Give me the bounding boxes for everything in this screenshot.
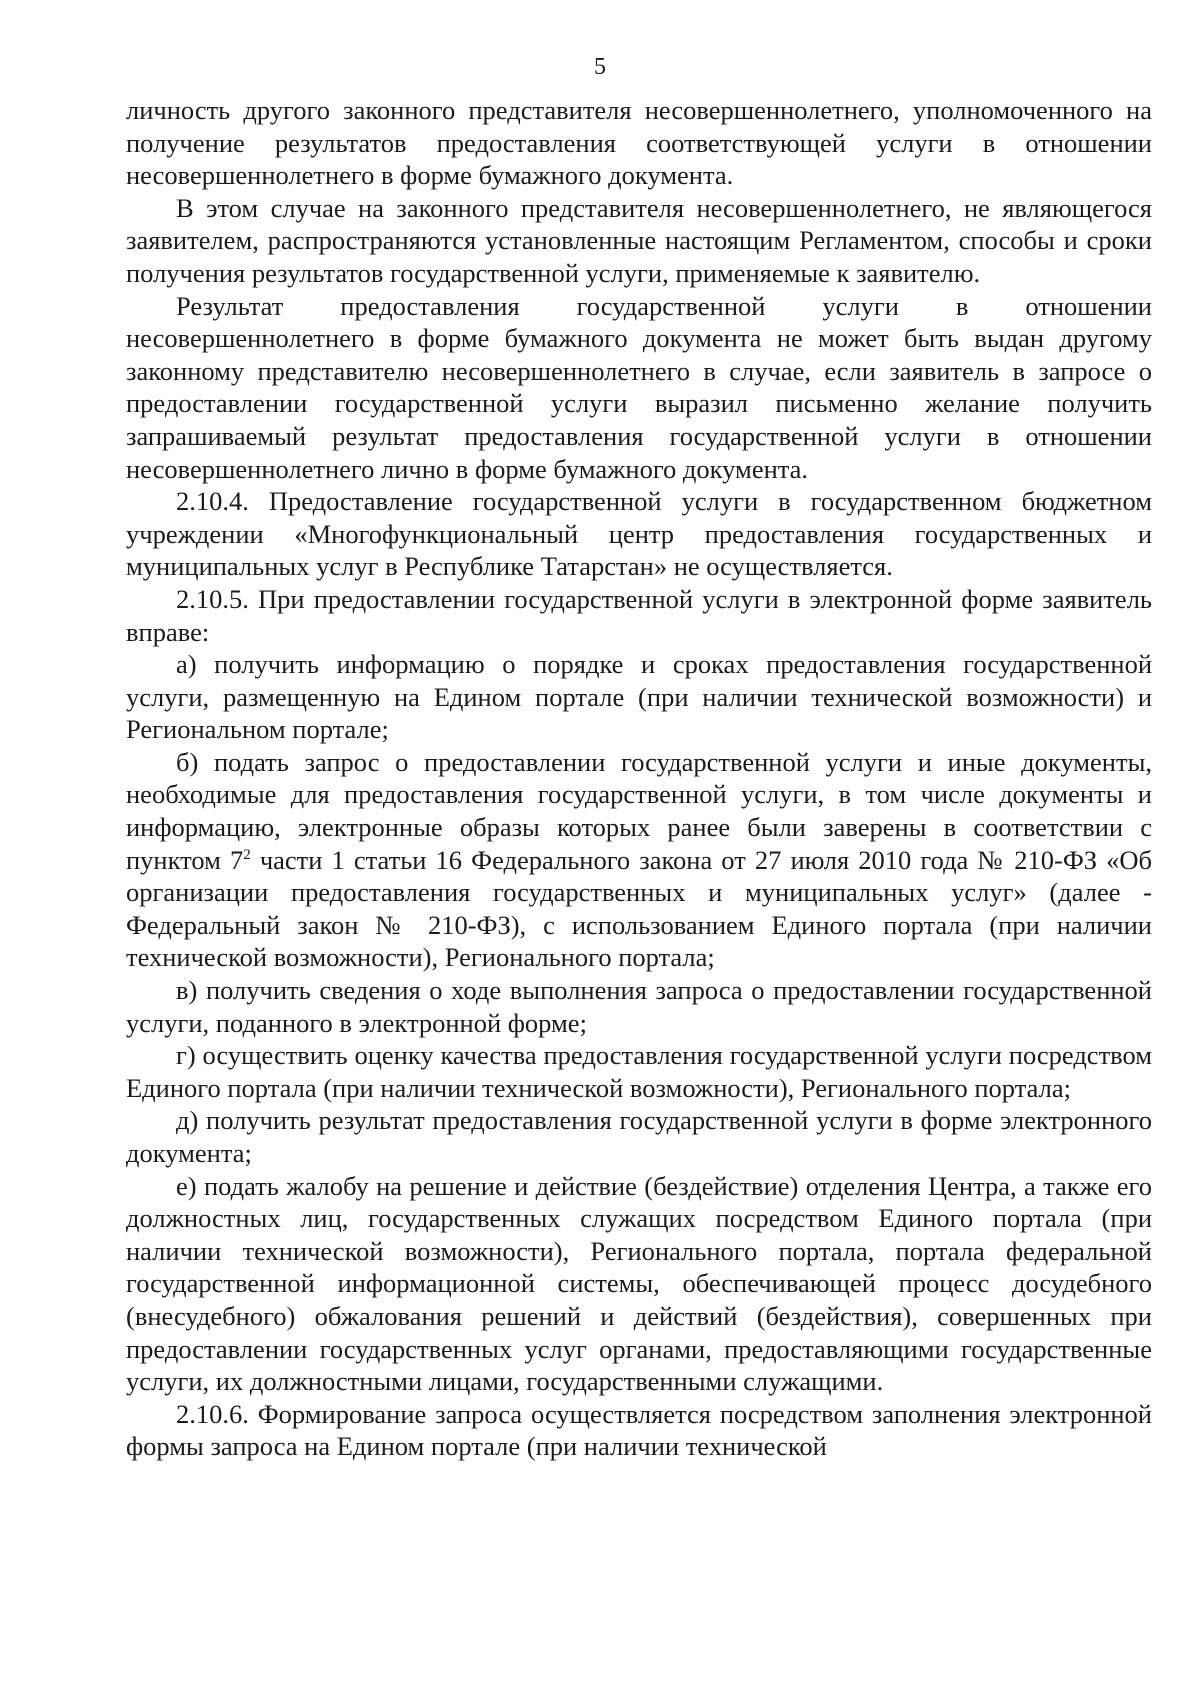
list-item-e: е) подать жалобу на решение и действие (бездействие) отделения Центра, а также его должностных лиц, государственных служащих посредством Единого портала (при наличии технической возможности), Регионального портала, портала федеральной государственной информационной системы, обеспечивающей процесс досудебного (внесудебного) обжалования решений и действий (бездействия), совершенных при предоставлении государственных услуг органами, предоставляющими государственные услуги, их должностными лицами, государственными служащими. [126,1170,1152,1397]
paragraph: В этом случае на законного представителя несовершеннолетнего, не являющегося заявителем, распространяются установленные настоящим Регламентом, способы и сроки получения результатов государственной услуги, применяемые к заявителю. [126,192,1152,288]
list-item-a: а) получить информацию о порядке и сроках предоставления государственной услуги, размещенную на Едином портале (при наличии технической возможности) и Региональном портале; [126,649,1152,745]
paragraph: Результат предоставления государственной услуги в отношении несовершеннолетнего в форме бумажного документа не может быть выдан другому законному представителю несовершеннолетнего в случае, если заявитель в запросе о предоставлении государственной услуги выразил письменно желание получить запрашиваемый результат предоставления государственной услуги в отношении несовершеннолетнего лично в форме бумажного документа. [126,290,1152,484]
superscript: 2 [243,846,251,863]
paragraph-2-10-6: 2.10.6. Формирование запроса осуществляется посредством заполнения электронной формы запроса на Едином портале (при наличии технической [126,1398,1152,1462]
paragraph-2-10-5: 2.10.5. При предоставлении государственной услуги в электронной форме заявитель вправе: [126,583,1152,647]
list-item-b [126,746,1152,974]
list-item-b-text-continued: части 1 статьи 16 Федерального закона от 27 июля 2010 года № 210-ФЗ «Об организации предоставления государственных и муниципальных услуг» (далее - Федеральный закон № 210-ФЗ), с использованием Единого портала (при наличии технической возможности), Регионального портала; [126,844,1152,973]
list-item-g: г) осуществить оценку качества предоставления государственной услуги посредством Единого портала (при наличии технической возможности), Регионального портала; [126,1040,1152,1103]
page-number: 5 [594,54,606,80]
list-item-v: в) получить сведения о ходе выполнения запроса о предоставлении государственной услуги, поданного в электронной форме; [126,975,1152,1038]
list-item-d: д) получить результат предоставления государственной услуги в форме электронного документа; [126,1105,1152,1168]
list-item-b-text: б) подать запрос о предоставлении государственной услуги и иные документы, необходимые для предоставления государственной услуги, в том числе документы и информацию, электронные образы которых ранее были заверены в соответствии с пунктом 7 [126,746,1152,875]
paragraph: личность другого законного представителя несовершеннолетнего, уполномоченного на получение результатов предоставления соответствующей услуги в отношении несовершеннолетнего в форме бумажного документа. [126,95,1152,191]
paragraph-2-10-4: 2.10.4. Предоставление государственной услуги в государственном бюджетном учреждении «Многофункциональный центр предоставления государственных и муниципальных услуг в Республике Татарстан» не осуществляется. [126,486,1152,582]
document-body [126,94,1152,1463]
